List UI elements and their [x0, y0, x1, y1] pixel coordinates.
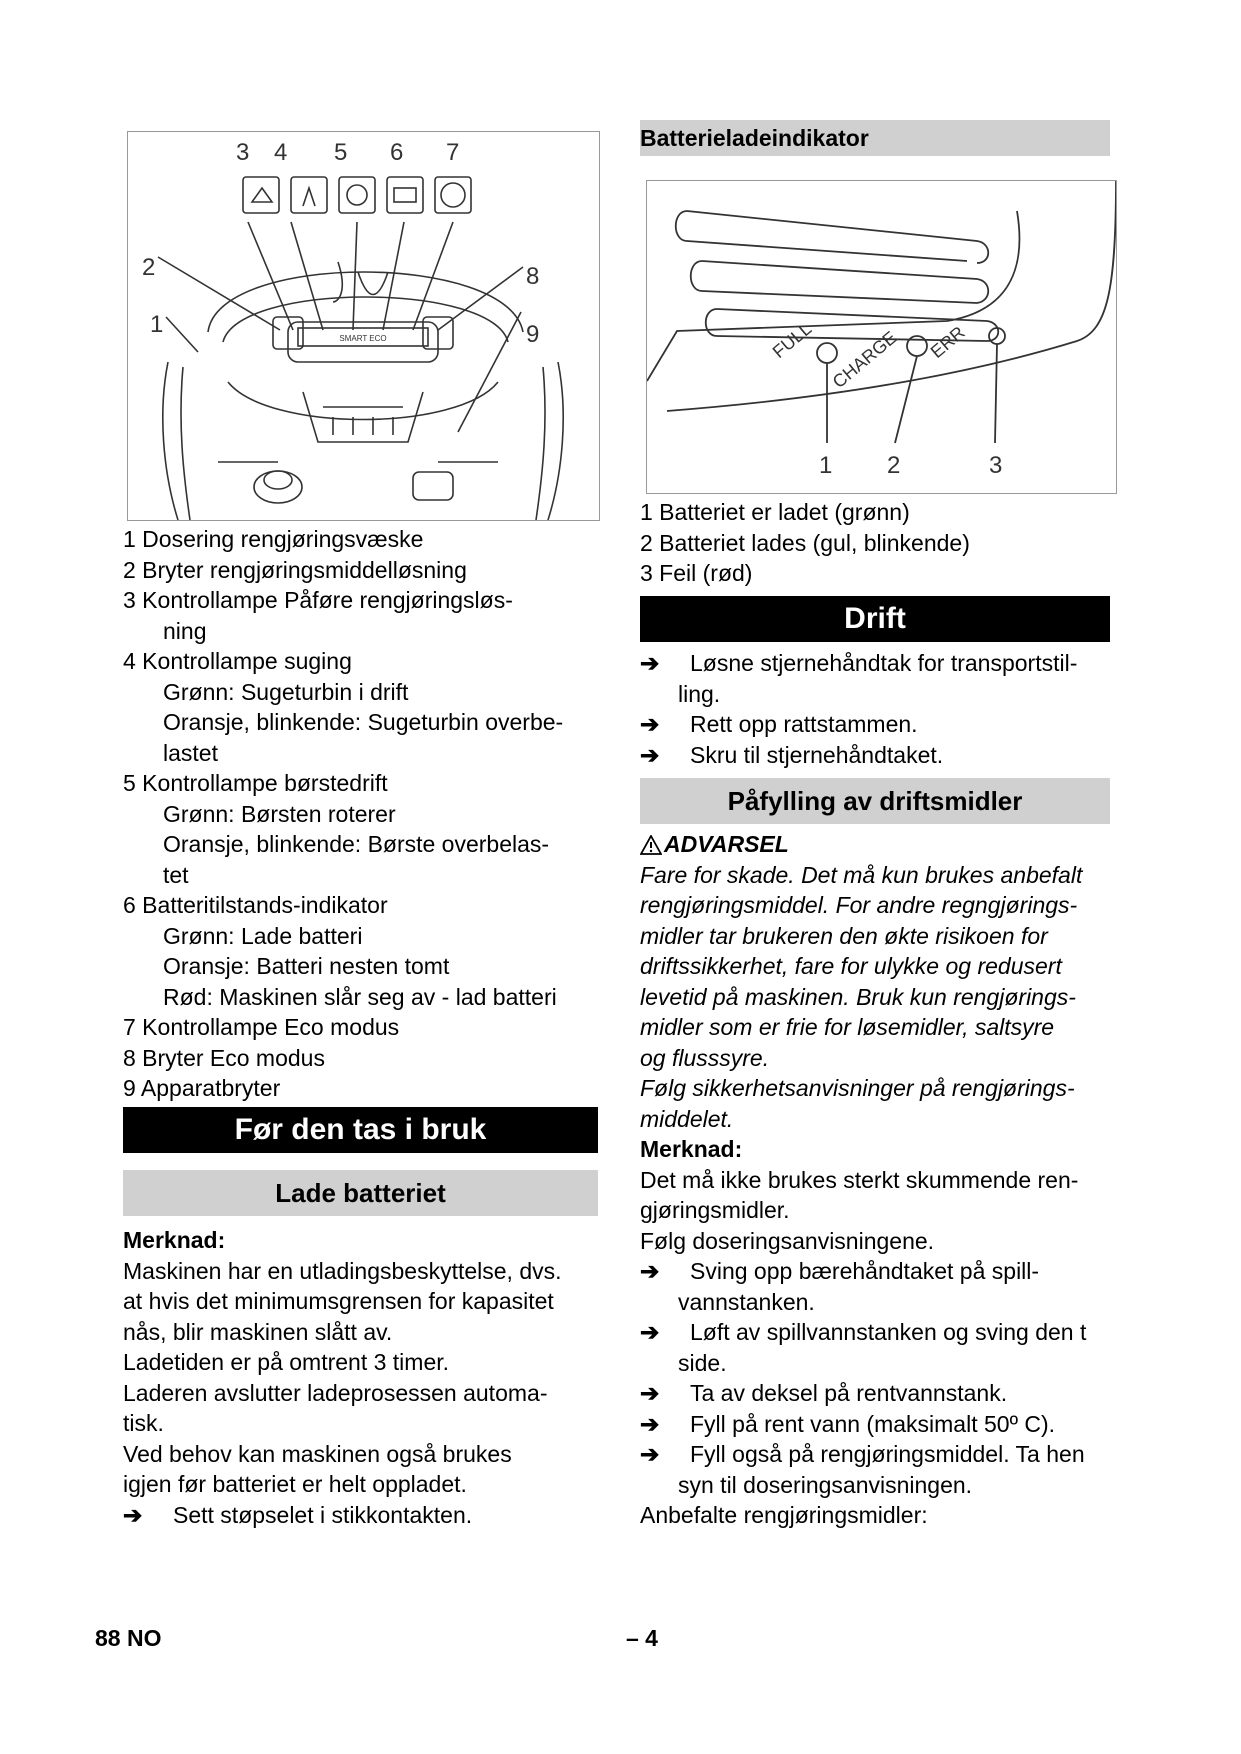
- legend-subitem: Oransje, blinkende: Sugeturbin overbe-: [163, 709, 564, 735]
- step-item: [640, 1378, 1120, 1409]
- subsection-title-charge: [123, 1170, 598, 1216]
- step-text: Sving opp bærehåndtaket på spill-: [690, 1258, 1040, 1284]
- warning-line: Fare for skade. Det må kun brukes anbefalt: [640, 861, 1083, 888]
- legend-subitem: ning: [163, 617, 207, 644]
- control-panel-drawing: [128, 132, 599, 520]
- step-text: Skru til stjernehåndtaket.: [690, 741, 944, 768]
- battery-indicator-figure: [646, 180, 1117, 494]
- callout-6: 6: [390, 139, 404, 166]
- legend-subitem: Rød: Maskinen slår seg av - lad batteri: [163, 983, 557, 1010]
- legend-item: 9 Apparatbryter: [123, 1075, 281, 1101]
- subsection-title-text: Lade batteriet: [275, 1178, 446, 1208]
- note-line: igjen før batteriet er helt oppladet.: [123, 1471, 467, 1497]
- note-label: Merknad:: [123, 1227, 226, 1253]
- arrow-right-icon: ➔: [640, 1410, 660, 1437]
- legend-subitem: Grønn: Sugeturbin i drift: [163, 678, 409, 705]
- callout-2: 2: [142, 254, 156, 281]
- legend-item: 3 Kontrollampe Påføre rengjøringsløs-: [123, 587, 513, 613]
- arrow-right-icon: ➔: [640, 1441, 660, 1467]
- battery-indicator-drawing: [647, 181, 1116, 493]
- indicator-title: [640, 120, 1110, 156]
- panel-label: SMART ECO: [339, 334, 387, 343]
- note-line: Det må ikke brukes sterkt skummende ren-: [640, 1166, 1079, 1193]
- label-charge: CHARGE: [828, 327, 901, 393]
- legend-item: 2 Bryter rengjøringsmiddelløsning: [123, 556, 467, 583]
- legend-item: 5 Kontrollampe børstedrift: [123, 770, 388, 796]
- legend-item: 8 Bryter Eco modus: [123, 1044, 325, 1071]
- legend-subitem: tet: [163, 861, 189, 888]
- charge-note: [123, 1225, 598, 1530]
- warning-label: ADVARSEL: [664, 831, 789, 857]
- step-item: [640, 740, 1120, 771]
- note-label: Merknad:: [640, 1136, 743, 1162]
- fill-section: [640, 829, 1120, 1531]
- note-line: Laderen avslutter ladeprosessen automa-: [123, 1379, 548, 1406]
- legend-item: 6 Batteritilstands-indikator: [123, 892, 388, 918]
- step-continuation: vannstanken.: [678, 1288, 815, 1315]
- callout-8: 8: [526, 263, 540, 290]
- closing-line: Anbefalte rengjøringsmidler:: [640, 1502, 928, 1528]
- step-text: Løft av spillvannstanken og sving den t: [690, 1319, 1087, 1345]
- legend-subitem: Oransje: Batteri nesten tomt: [163, 953, 450, 979]
- page-number: 88 NO: [95, 1625, 162, 1651]
- indicator-title-text: Batterieladeindikator: [640, 125, 869, 151]
- label-err: ERR: [926, 322, 969, 363]
- warning-line: levetid på maskinen. Bruk kun rengjørings-: [640, 983, 1076, 1010]
- warning-line: Følg sikkerhetsanvisninger på rengjørings-: [640, 1075, 1075, 1101]
- callout-4: 4: [274, 139, 288, 166]
- indicator-legend-item: 1 Batteriet er ladet (grønn): [640, 499, 910, 525]
- step-continuation: side.: [678, 1349, 727, 1376]
- step-item: [640, 648, 1120, 679]
- fill-title-text: Påfylling av driftsmidler: [727, 786, 1023, 816]
- warning-line: og flusssyre.: [640, 1044, 770, 1071]
- step-text: Sett støpselet i stikkontakten.: [173, 1501, 473, 1528]
- label-full: FULL: [768, 318, 816, 363]
- arrow-right-icon: ➔: [640, 1380, 660, 1406]
- step-item: [640, 1256, 1120, 1287]
- step-item: [640, 1317, 1120, 1348]
- legend-item: 4 Kontrollampe suging: [123, 648, 352, 674]
- step-text: Fyll på rent vann (maksimalt 50º C).: [690, 1410, 1056, 1437]
- indicator-callout-3: 3: [989, 452, 1003, 479]
- callout-9: 9: [526, 321, 540, 348]
- control-panel-figure: [127, 131, 600, 521]
- legend-item: 1 Dosering rengjøringsvæske: [123, 526, 424, 552]
- arrow-right-icon: ➔: [640, 650, 660, 676]
- arrow-right-icon: ➔: [640, 711, 660, 737]
- warning-line: rengjøringsmiddel. For andre regngjørings-: [640, 892, 1078, 918]
- note-line: Ladetiden er på omtrent 3 timer.: [123, 1349, 450, 1375]
- step-item: [640, 1409, 1120, 1440]
- legend-subitem: Oransje, blinkende: Børste overbelas-: [163, 831, 550, 857]
- warning-triangle-icon: [640, 835, 662, 855]
- legend-item: 7 Kontrollampe Eco modus: [123, 1014, 400, 1040]
- page-center-mark: – 4: [626, 1625, 658, 1651]
- section-title-before-use: [123, 1107, 598, 1153]
- note-line: Følg doseringsanvisningene.: [640, 1227, 935, 1254]
- arrow-right-icon: ➔: [123, 1501, 143, 1528]
- section-title-text: Før den tas i bruk: [234, 1113, 487, 1146]
- note-line: nås, blir maskinen slått av.: [123, 1318, 393, 1345]
- indicator-legend-item: 3 Feil (rød): [640, 560, 753, 586]
- step-item: [640, 1439, 1120, 1470]
- indicator-callout-1: 1: [819, 452, 833, 479]
- step-text: Fyll også på rengjøringsmiddel. Ta hen: [690, 1441, 1085, 1467]
- section-title-drift: [640, 596, 1110, 642]
- note-line: at hvis det minimumsgrensen for kapasitet: [123, 1288, 554, 1314]
- note-line: tisk.: [123, 1410, 164, 1436]
- warning-line: midler tar brukeren den økte risikoen for: [640, 922, 1048, 949]
- step-item: [123, 1500, 598, 1531]
- drift-steps: [640, 648, 1120, 770]
- warning-line: midler som er frie for løsemidler, saltsyre: [640, 1014, 1055, 1040]
- legend-subitem: Grønn: Lade batteri: [163, 922, 363, 949]
- callout-7: 7: [446, 139, 460, 166]
- indicator-legend-item: 2 Batteriet lades (gul, blinkende): [640, 529, 970, 556]
- control-panel-legend: [123, 524, 598, 1104]
- warning-heading: [640, 829, 1120, 860]
- note-line: Ved behov kan maskinen også brukes: [123, 1440, 512, 1467]
- indicator-callout-2: 2: [887, 452, 901, 479]
- legend-subitem: Grønn: Børsten roterer: [163, 800, 396, 827]
- callout-5: 5: [334, 139, 348, 166]
- note-line: Maskinen har en utladingsbeskyttelse, dvs.: [123, 1257, 562, 1284]
- step-continuation: ling.: [678, 680, 721, 707]
- step-item: [640, 709, 1120, 740]
- step-text: Rett opp rattstammen.: [690, 711, 918, 737]
- step-text: Løsne stjernehåndtak for transportstil-: [690, 650, 1078, 676]
- step-text: Ta av deksel på rentvannstank.: [690, 1380, 1008, 1406]
- callout-1: 1: [150, 311, 164, 338]
- indicator-legend: [640, 497, 1110, 589]
- warning-line: middelet.: [640, 1105, 734, 1132]
- note-line: gjøringsmidler.: [640, 1197, 790, 1223]
- callout-3: 3: [236, 139, 250, 166]
- subsection-title-fill: [640, 778, 1110, 824]
- drift-title-text: Drift: [844, 602, 906, 635]
- arrow-right-icon: ➔: [640, 1319, 660, 1345]
- arrow-right-icon: ➔: [640, 1258, 660, 1284]
- legend-subitem: lastet: [163, 739, 218, 766]
- warning-line: driftssikkerhet, fare for ulykke og redusert: [640, 953, 1062, 979]
- arrow-right-icon: ➔: [640, 741, 660, 768]
- step-continuation: syn til doseringsanvisningen.: [678, 1471, 973, 1498]
